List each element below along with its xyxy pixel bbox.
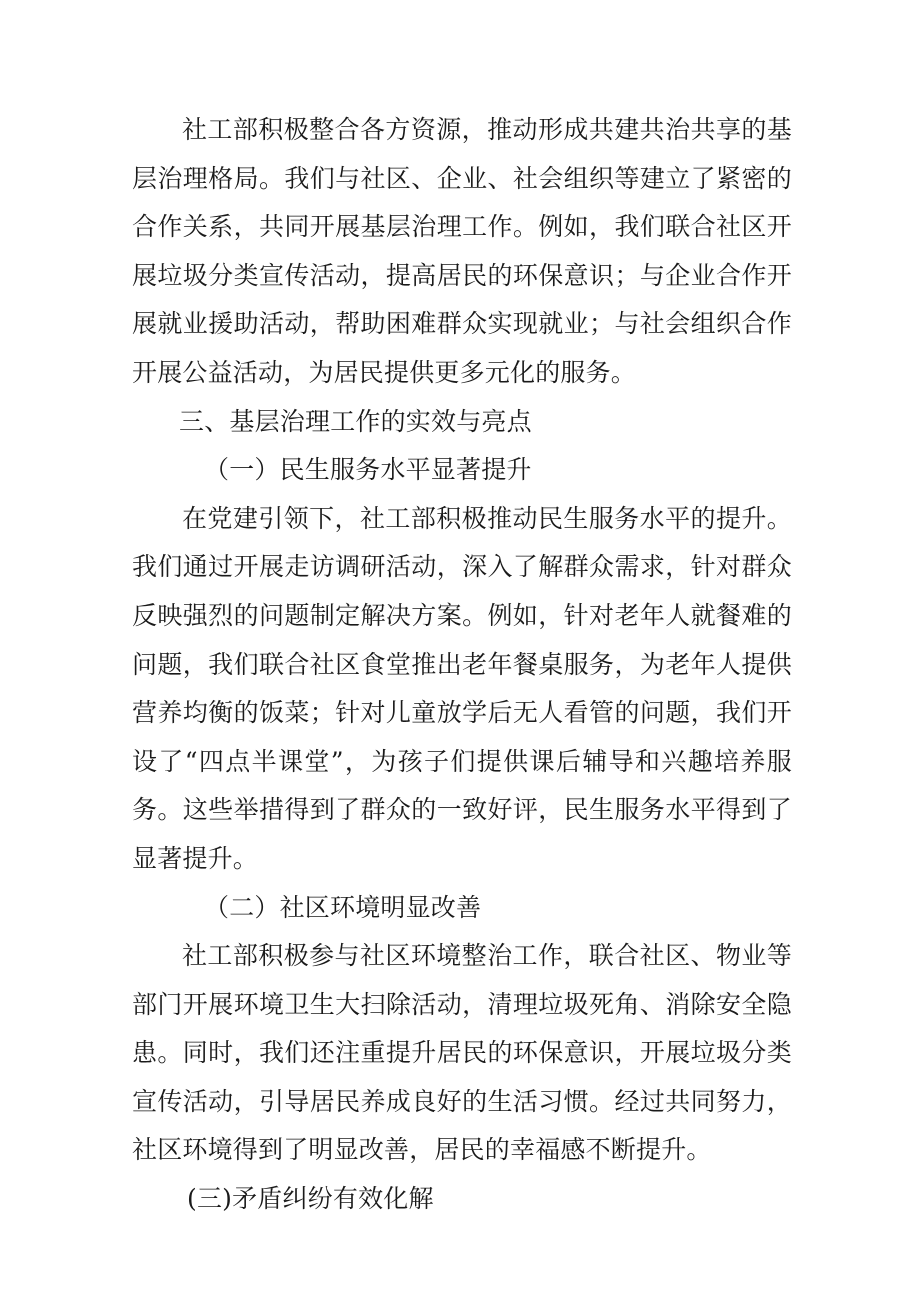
paragraph-livelihood-services: 在党建引领下，社工部积极推动民生服务水平的提升。我们通过开展走访调研活动，深入了解群众需求，针对群众反映强烈的问题制定解决方案。例如，针对老年人就餐难的问题，我们联合社区食堂推出老年餐桌服务，为老年人提供营养均衡的饭菜；针对儿童放学后无人看管的问题，我们开设了“四点半课堂”，为孩子们提供课后辅导和兴趣培养服务。这些举措得到了群众的一致好评，民生服务水平得到了显著提升。 xyxy=(132,503,792,873)
subsection-heading-1: （一）民生服务水平显著提升 xyxy=(204,455,532,485)
paragraph-resource-integration: 社工部积极整合各方资源，推动形成共建共治共享的基层治理格局。我们与社区、企业、社会组织等建立了紧密的合作关系，共同开展基层治理工作。例如，我们联合社区开展垃圾分类宣传活动，提高居民的环保意识；与企业合作开展就业援助活动，帮助困难群众实现就业；与社会组织合作开展公益活动，为居民提供更多元化的服务。 xyxy=(132,115,792,387)
section-heading-3: 三、基层治理工作的实效与亮点 xyxy=(179,406,532,436)
document-body xyxy=(132,106,792,1224)
subsection-heading-3: (三)矛盾纠纷有效化解 xyxy=(187,1184,434,1214)
subsection-heading-2: （二）社区环境明显改善 xyxy=(204,892,482,922)
paragraph-community-environment: 社工部积极参与社区环境整治工作，联合社区、物业等部门开展环境卫生大扫除活动，清理垃圾死角、消除安全隐患。同时，我们还注重提升居民的环保意识，开展垃圾分类宣传活动，引导居民养成良好的生活习惯。经过共同努力，社区环境得到了明显改善，居民的幸福感不断提升。 xyxy=(132,941,792,1165)
